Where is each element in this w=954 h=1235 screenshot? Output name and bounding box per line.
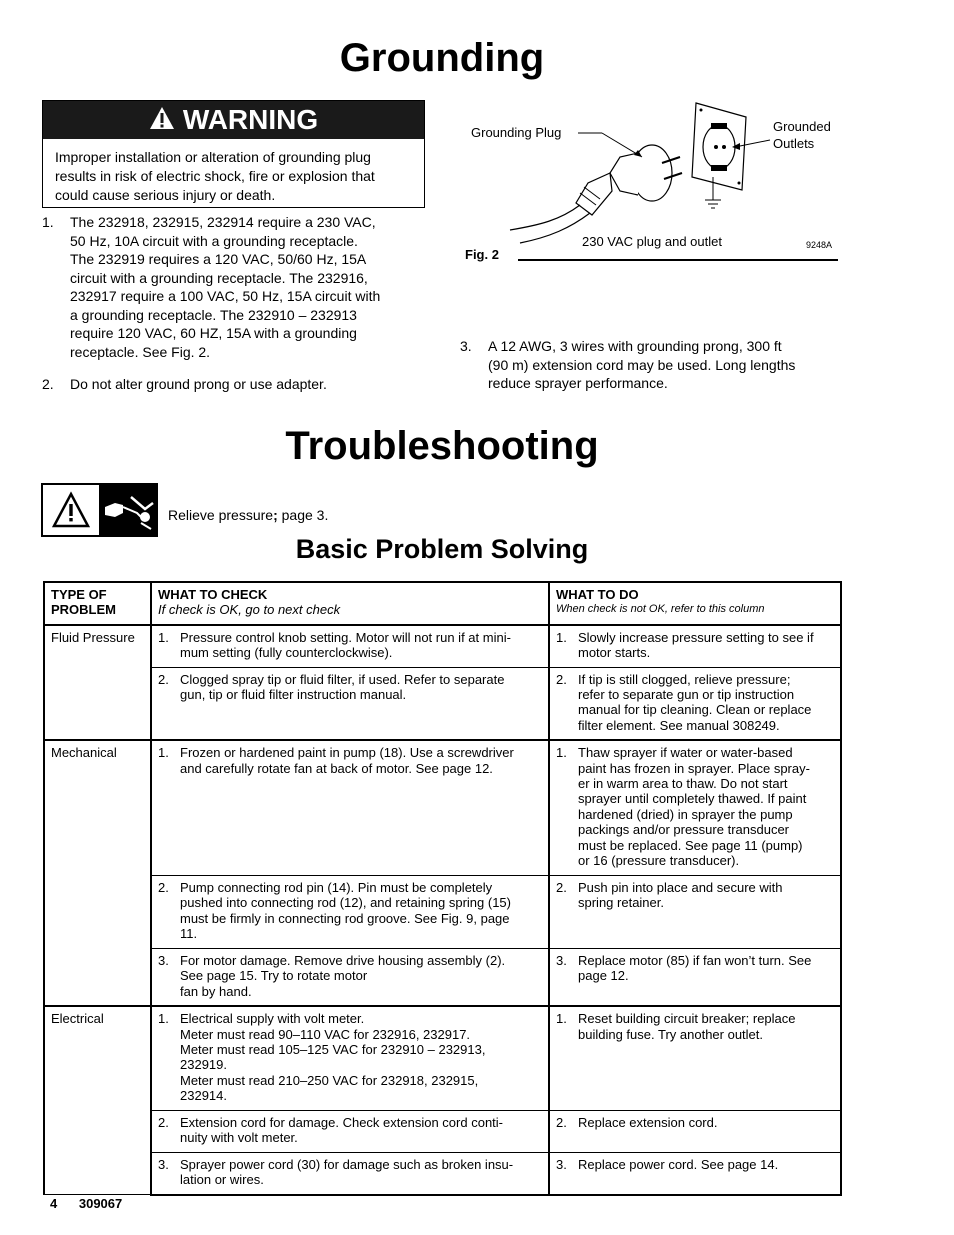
action-num: 1. xyxy=(556,1011,567,1027)
check-num: 2. xyxy=(158,671,169,687)
action-num: 3. xyxy=(556,952,567,968)
fig-caption: 230 VAC plug and outlet xyxy=(582,234,722,249)
header-type-of-problem: TYPE OF PROBLEM xyxy=(51,587,116,618)
table-header-row xyxy=(44,582,841,625)
warning-triangle-icon xyxy=(43,485,101,535)
check-text: Frozen or hardened paint in pump (18). Use a screwdriver and carefully rotate fan at back of motor. See page 12. xyxy=(180,745,514,776)
action-text: Reset building circuit breaker; replace building fuse. Try another outlet. xyxy=(578,1011,796,1042)
check-num: 1. xyxy=(158,629,169,645)
header-what-to-check-note: If check is OK, go to next check xyxy=(158,602,341,618)
check-text: Clogged spray tip or fluid filter, if used. Refer to separate gun, tip or fluid filter instruction manual. xyxy=(180,671,505,703)
check-text: Extension cord for damage. Check extension cord conti- nuity with volt meter. xyxy=(180,1114,504,1146)
relieve-pressure-note xyxy=(168,507,328,523)
warning-icon xyxy=(149,106,175,135)
action-text: If tip is still clogged, relieve pressure; refer to separate gun or tip instruction manual for tip cleaning. Clean or replace filter element. See manual 308249. xyxy=(578,671,812,733)
grounding-item-1-line: a grounding receptacle. The 232910 – 232913 xyxy=(70,306,357,323)
problem-cell: Fluid Pressure xyxy=(44,625,151,740)
check-text: For motor damage. Remove drive housing assembly (2). See page 15. Try to rotate motor fan by hand. xyxy=(180,952,506,999)
warning-label: WARNING xyxy=(182,104,319,135)
table-row xyxy=(44,740,841,875)
check-num: 3. xyxy=(158,1156,169,1172)
grounding-item-3-num: 3. xyxy=(460,338,472,354)
check-num: 2. xyxy=(158,1114,169,1130)
grounding-item-3-line: reduce sprayer performance. xyxy=(488,375,668,391)
header-what-to-check: WHAT TO CHECK xyxy=(158,587,268,602)
grounding-item-3 xyxy=(460,337,850,397)
grounding-item-1 xyxy=(42,213,432,363)
grounding-item-1-line: receptacle. See Fig. 2. xyxy=(70,343,211,360)
fig-code: 9248A xyxy=(806,240,833,250)
grounding-item-1-num: 1. xyxy=(42,214,54,230)
grounding-item-3-line: (90 m) extension cord may be used. Long lengths xyxy=(488,356,796,373)
action-text: Thaw sprayer if water or water-based paint has frozen in sprayer. Place spray- er in warm area to thaw. Do not start sprayer until completely thawed. If paint hardened (dried) in sprayer the pump packings and/or pressure transducer must be replaced. See page 11 (pump) or 16 (pressure transducer). xyxy=(578,745,810,869)
check-text: Electrical supply with volt meter. Meter must read 90–110 VAC for 232916, 232917. Meter must read 105–125 VAC for 232910 – 232913, 232919. Meter must read 210–250 VAC for 232918, 232915, 232914. xyxy=(180,1011,486,1104)
page-number: 4 xyxy=(50,1196,58,1211)
page-footer xyxy=(50,1196,122,1211)
fig-label-outlets: Outlets xyxy=(773,136,815,151)
fig-label-grounding-plug: Grounding Plug xyxy=(471,125,562,140)
fig-rule xyxy=(518,259,838,261)
hazard-symbols xyxy=(41,483,158,537)
troubleshooting-title: Troubleshooting xyxy=(285,424,599,468)
table-row xyxy=(44,1152,841,1194)
warning-text: Improper installation or alteration of grounding plug results in risk of electric shock, fire or explosion that could cause serious injury or death. xyxy=(55,149,375,203)
action-text: Replace power cord. See page 14. xyxy=(578,1156,779,1172)
check-text: Pressure control knob setting. Motor will not run if at mini- mum setting (fully counterclockwise). xyxy=(180,629,511,661)
warning-header xyxy=(43,101,424,139)
table-row xyxy=(44,948,841,1006)
action-text: Push pin into place and secure with spring retainer. xyxy=(578,879,783,911)
action-num: 2. xyxy=(556,671,567,687)
action-num: 3. xyxy=(556,1156,567,1172)
table-row xyxy=(44,875,841,948)
document-number: 309067 xyxy=(78,1196,123,1211)
grounding-item-3-line: A 12 AWG, 3 wires with grounding prong, 300 ft xyxy=(488,338,782,354)
grounding-item-2-num: 2. xyxy=(42,376,54,392)
action-text: Slowly increase pressure setting to see if motor starts. xyxy=(578,629,814,661)
action-num: 2. xyxy=(556,879,567,895)
grounding-item-2 xyxy=(42,375,432,395)
action-text: Replace extension cord. xyxy=(578,1114,718,1130)
grounding-item-2-line: Do not alter ground prong or use adapter. xyxy=(70,376,327,392)
table-row xyxy=(44,625,841,667)
relieve-pressure-page: page 3. xyxy=(277,507,329,523)
check-text: Sprayer power cord (30) for damage such as broken insu- lation or wires. xyxy=(180,1156,514,1188)
header-what-to-do: WHAT TO DO xyxy=(556,587,639,602)
header-what-to-do-note: When check is not OK, refer to this column xyxy=(556,603,765,616)
action-num: 2. xyxy=(556,1114,567,1130)
basic-problem-solving-title: Basic Problem Solving xyxy=(295,534,589,564)
action-num: 1. xyxy=(556,745,567,761)
problem-cell: Mechanical xyxy=(44,740,151,1006)
fig-number: Fig. 2 xyxy=(465,247,499,262)
table-row xyxy=(44,667,841,740)
warning-box xyxy=(42,100,425,208)
check-num: 2. xyxy=(158,879,169,895)
grounding-item-1-line: 232917 require a 100 VAC, 50 Hz, 15A circuit with xyxy=(70,288,381,304)
action-text: Replace motor (85) if fan won’t turn. See page 12. xyxy=(578,952,812,984)
troubleshooting-table xyxy=(43,581,842,1196)
check-num: 1. xyxy=(158,745,169,761)
action-num: 1. xyxy=(556,629,567,645)
check-num: 1. xyxy=(158,1011,169,1027)
fig-label-grounded: Grounded xyxy=(773,119,831,134)
grounding-item-1-line: require 120 VAC, 60 HZ, 15A with a grounding xyxy=(70,325,357,341)
grounding-item-1-line: 50 Hz, 10A circuit with a grounding receptacle. xyxy=(70,232,358,249)
grounding-title: Grounding xyxy=(339,36,545,80)
table-row xyxy=(44,1110,841,1152)
grounding-item-1-line: circuit with a grounding receptacle. The 232916, xyxy=(70,269,368,286)
check-num: 3. xyxy=(158,952,169,968)
problem-cell: Electrical xyxy=(44,1006,151,1194)
relieve-pressure-text: Relieve pressure xyxy=(168,507,274,523)
check-text: Pump connecting rod pin (14). Pin must be completely pushed into connecting rod (12), and retaining spring (15) must be firmly in connecting rod groove. See Fig. 9, page 11. xyxy=(180,879,511,941)
table-row xyxy=(44,1006,841,1110)
grounding-item-1-line: The 232918, 232915, 232914 require a 230 VAC, xyxy=(70,214,376,230)
grounding-item-1-line: The 232919 requires a 120 VAC, 50/60 Hz, 15A xyxy=(70,251,367,267)
relieve-pressure-separator: ; xyxy=(273,507,278,523)
injection-hazard-icon xyxy=(101,485,157,535)
